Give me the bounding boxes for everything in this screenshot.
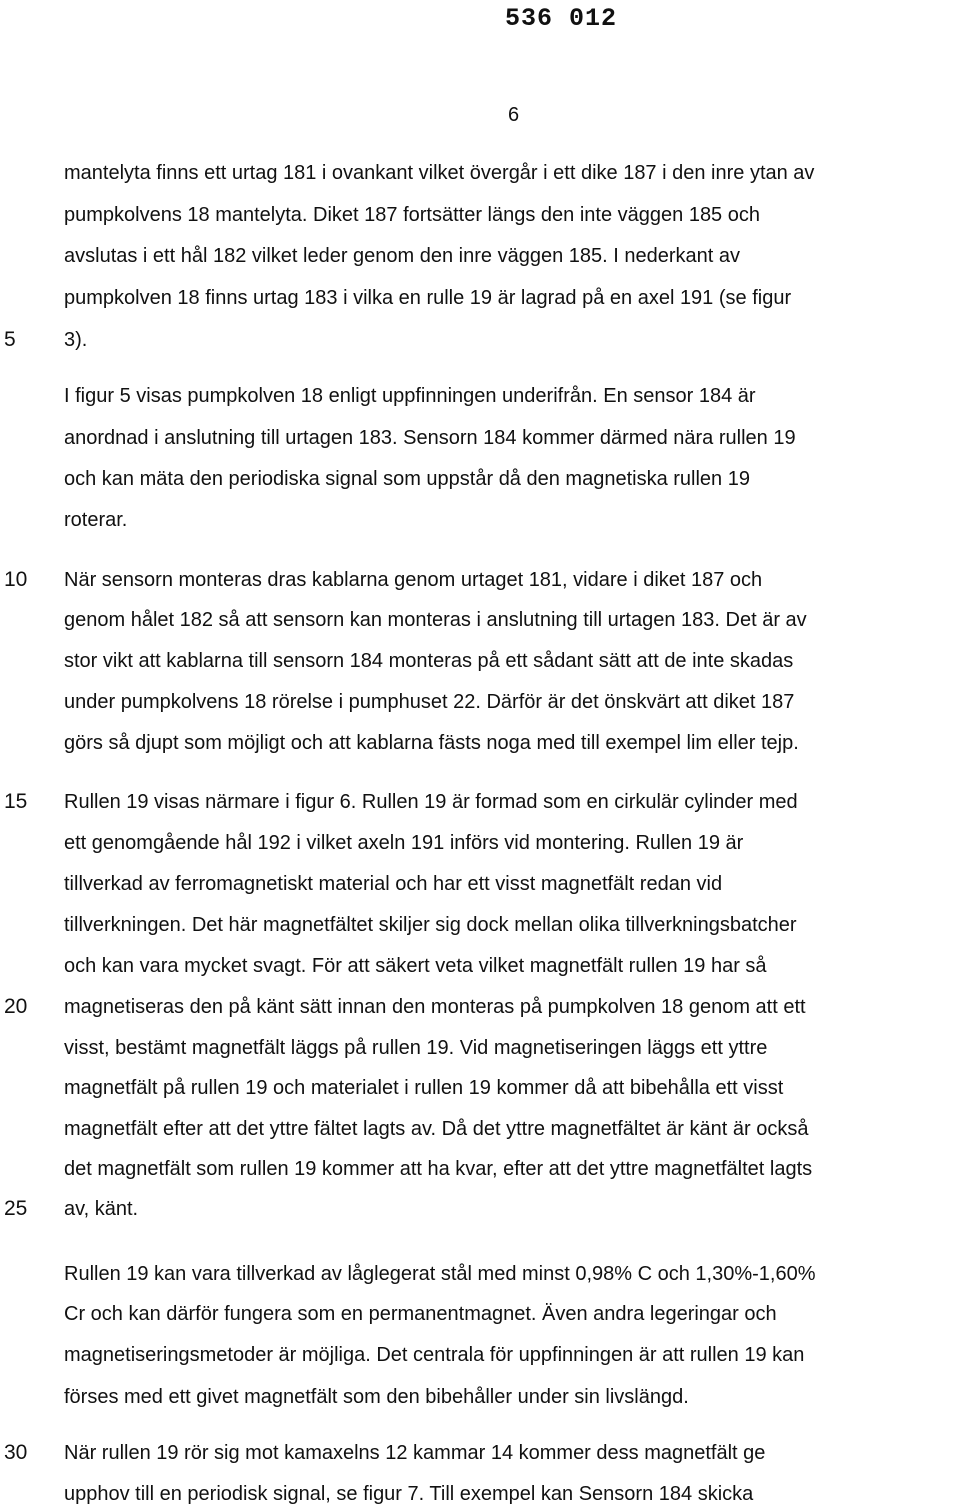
text-line: magnetiseras den på känt sätt innan den monteras på pumpkolven 18 genom att ett	[64, 996, 806, 1018]
text-line: Cr och kan därför fungera som en permanentmagnet. Även andra legeringar och	[64, 1303, 777, 1325]
text-line: avslutas i ett hål 182 vilket leder genom den inre väggen 185. I nederkant av	[64, 245, 740, 267]
document-number: 536 012	[505, 4, 618, 33]
text-line: förses med ett givet magnetfält som den bibehåller under sin livslängd.	[64, 1386, 689, 1408]
line-number: 25	[4, 1197, 28, 1220]
line-number: 10	[4, 568, 28, 591]
text-line: pumpkolvens 18 mantelyta. Diket 187 fortsätter längs den inte väggen 185 och	[64, 204, 760, 226]
text-line: stor vikt att kablarna till sensorn 184 monteras på ett sådant sätt att de inte skadas	[64, 650, 794, 672]
text-line: och kan vara mycket svagt. För att säkert veta vilket magnetfält rullen 19 har så	[64, 955, 767, 977]
text-line: visst, bestämt magnetfält läggs på rullen 19. Vid magnetiseringen läggs ett yttre	[64, 1037, 768, 1059]
text-line: magnetfält efter att det yttre fältet lagts av. Då det yttre magnetfältet är känt är också	[64, 1118, 809, 1140]
text-line: I figur 5 visas pumpkolven 18 enligt uppfinningen underifrån. En sensor 184 är	[64, 385, 756, 407]
line-number: 20	[4, 995, 28, 1018]
text-line: magnetiseringsmetoder är möjliga. Det centrala för uppfinningen är att rullen 19 kan	[64, 1344, 805, 1366]
text-line: och kan mäta den periodiska signal som uppstår då den magnetiska rullen 19	[64, 468, 750, 490]
text-line: Rullen 19 kan vara tillverkad av låglegerat stål med minst 0,98% C och 1,30%-1,60%	[64, 1263, 816, 1285]
text-line: När sensorn monteras dras kablarna genom urtaget 181, vidare i diket 187 och	[64, 569, 763, 591]
text-line: av, känt.	[64, 1198, 139, 1220]
text-line: magnetfält på rullen 19 och materialet i rullen 19 kommer då att bibehålla ett visst	[64, 1077, 784, 1099]
text-line: tillverkad av ferromagnetiskt material och har ett visst magnetfält redan vid	[64, 873, 723, 895]
text-line: det magnetfält som rullen 19 kommer att ha kvar, efter att det yttre magnetfältet lagts	[64, 1158, 813, 1180]
text-line: pumpkolven 18 finns urtag 183 i vilka en rulle 19 är lagrad på en axel 191 (se figur	[64, 287, 792, 309]
text-line: Rullen 19 visas närmare i figur 6. Rullen 19 är formad som en cirkulär cylinder med	[64, 791, 798, 813]
text-line: När rullen 19 rör sig mot kamaxelns 12 kammar 14 kommer dess magnetfält ge	[64, 1442, 766, 1464]
text-line: anordnad i anslutning till urtagen 183. Sensorn 184 kommer därmed nära rullen 19	[64, 427, 796, 449]
line-number: 15	[4, 790, 28, 813]
text-line: ett genomgående hål 192 i vilket axeln 191 införs vid montering. Rullen 19 är	[64, 832, 744, 854]
line-number: 5	[4, 328, 16, 351]
text-line: 3).	[64, 329, 88, 351]
text-line: under pumpkolvens 18 rörelse i pumphuset 22. Därför är det önskvärt att diket 187	[64, 691, 795, 713]
text-line: upphov till en periodisk signal, se figur 7. Till exempel kan Sensorn 184 skicka	[64, 1483, 754, 1505]
text-line: mantelyta finns ett urtag 181 i ovankant vilket övergår i ett dike 187 i den inre ytan av	[64, 162, 815, 184]
text-line: görs så djupt som möjligt och att kablarna fästs noga med till exempel lim eller tejp.	[64, 732, 799, 754]
page-number: 6	[508, 104, 520, 126]
text-line: tillverkningen. Det här magnetfältet skiljer sig dock mellan olika tillverkningsbatcher	[64, 914, 797, 936]
text-line: roterar.	[64, 509, 128, 531]
text-line: genom hålet 182 så att sensorn kan monteras i anslutning till urtagen 183. Det är av	[64, 609, 807, 631]
line-number: 30	[4, 1441, 28, 1464]
